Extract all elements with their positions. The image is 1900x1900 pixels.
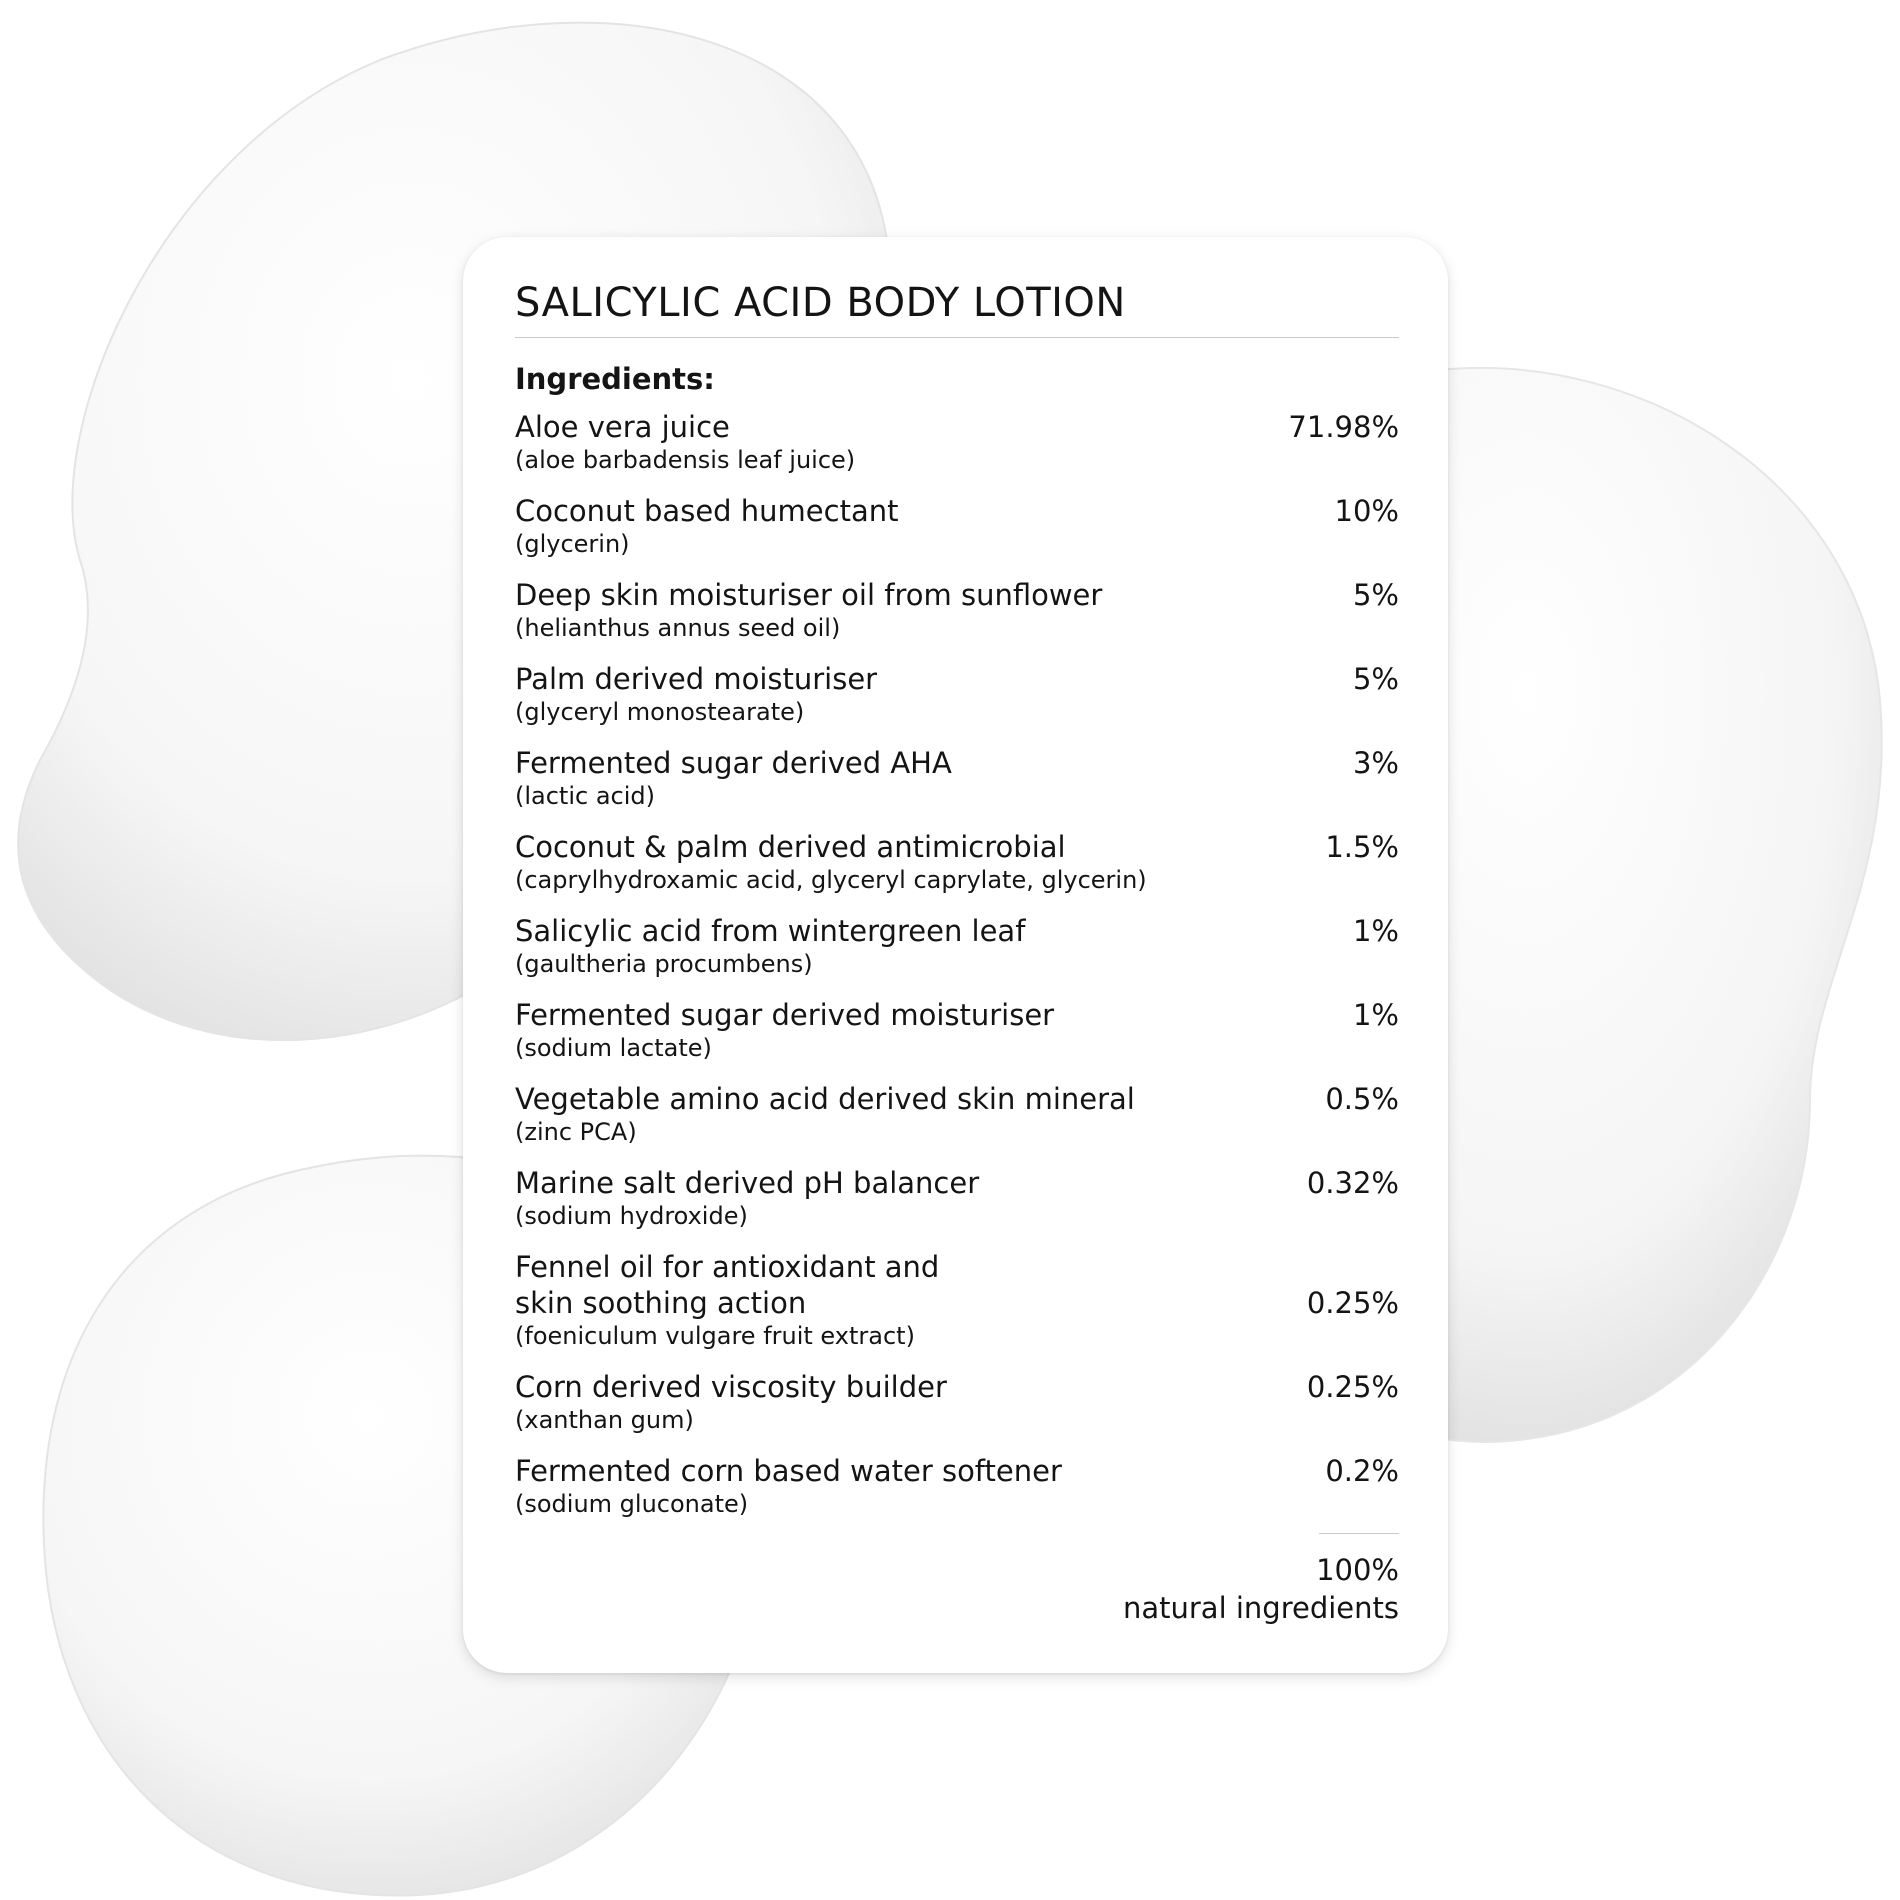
ingredient-name: Fennel oil for antioxidant and skin soothing action — [515, 1249, 940, 1320]
card-content — [515, 279, 1399, 1628]
ingredient-row — [515, 913, 1399, 979]
ingredient-row — [515, 1249, 1399, 1351]
ingredient-percent: 5% — [1352, 661, 1399, 696]
ingredient-row — [515, 409, 1399, 475]
ingredient-name: Marine salt derived pH balancer — [515, 1165, 980, 1200]
ingredient-percent: 0.32% — [1306, 1165, 1399, 1200]
ingredient-name: Fermented sugar derived moisturiser — [515, 997, 1055, 1032]
ingredient-inci: (gaultheria procumbens) — [515, 949, 813, 978]
ingredient-inci: (foeniculum vulgare fruit extract) — [515, 1321, 915, 1350]
ingredient-percent: 1.5% — [1325, 829, 1399, 864]
ingredient-inci: (sodium lactate) — [515, 1033, 712, 1062]
ingredient-row — [515, 745, 1399, 811]
total-block — [515, 1552, 1399, 1628]
ingredient-percent: 3% — [1352, 745, 1399, 780]
ingredient-percent: 0.2% — [1325, 1453, 1399, 1488]
ingredient-inci: (xanthan gum) — [515, 1405, 694, 1434]
ingredient-name: Coconut & palm derived antimicrobial — [515, 829, 1066, 864]
ingredient-row — [515, 1165, 1399, 1231]
ingredient-row — [515, 997, 1399, 1063]
ingredient-row — [515, 577, 1399, 643]
ingredient-inci: (glycerin) — [515, 529, 630, 558]
product-title: SALICYLIC ACID BODY LOTION — [515, 279, 1399, 338]
ingredient-inci: (sodium gluconate) — [515, 1489, 749, 1518]
ingredient-inci: (glyceryl monostearate) — [515, 697, 805, 726]
ingredient-percent: 71.98% — [1288, 409, 1399, 444]
ingredient-name: Fermented corn based water softener — [515, 1453, 1062, 1488]
ingredient-name: Fermented sugar derived AHA — [515, 745, 952, 780]
ingredient-inci: (sodium hydroxide) — [515, 1201, 748, 1230]
total-percent: 100% — [1316, 1552, 1399, 1587]
ingredient-inci: (lactic acid) — [515, 781, 656, 810]
ingredients-heading: Ingredients: — [515, 362, 715, 396]
ingredient-name: Palm derived moisturiser — [515, 661, 878, 696]
ingredients-card — [463, 237, 1448, 1673]
ingredient-name: Aloe vera juice — [515, 409, 730, 444]
ingredients-list — [515, 409, 1399, 1519]
ingredient-name: Vegetable amino acid derived skin mineral — [515, 1081, 1135, 1116]
ingredient-inci: (aloe barbadensis leaf juice) — [515, 445, 856, 474]
total-label: natural ingredients — [1122, 1590, 1399, 1625]
ingredient-inci: (zinc PCA) — [515, 1117, 637, 1146]
ingredient-percent: 1% — [1352, 997, 1399, 1032]
ingredient-percent: 5% — [1352, 577, 1399, 612]
ingredient-row — [515, 1081, 1399, 1147]
ingredient-percent: 0.25% — [1306, 1285, 1399, 1320]
ingredient-inci: (helianthus annus seed oil) — [515, 613, 841, 642]
ingredient-name: Salicylic acid from wintergreen leaf — [515, 913, 1026, 948]
ingredient-percent: 0.5% — [1325, 1081, 1399, 1116]
ingredient-name: Coconut based humectant — [515, 493, 899, 528]
ingredient-row — [515, 829, 1399, 895]
ingredient-row — [515, 661, 1399, 727]
total-divider — [1319, 1533, 1399, 1534]
ingredient-inci: (caprylhydroxamic acid, glyceryl caprylate, glycerin) — [515, 865, 1147, 894]
ingredient-row — [515, 493, 1399, 559]
ingredient-percent: 10% — [1334, 493, 1399, 528]
ingredient-row — [515, 1453, 1399, 1519]
ingredient-name: Deep skin moisturiser oil from sunflower — [515, 577, 1103, 612]
ingredient-percent: 1% — [1352, 913, 1399, 948]
ingredient-name: Corn derived viscosity builder — [515, 1369, 947, 1404]
ingredient-percent: 0.25% — [1306, 1369, 1399, 1404]
ingredient-row — [515, 1369, 1399, 1435]
